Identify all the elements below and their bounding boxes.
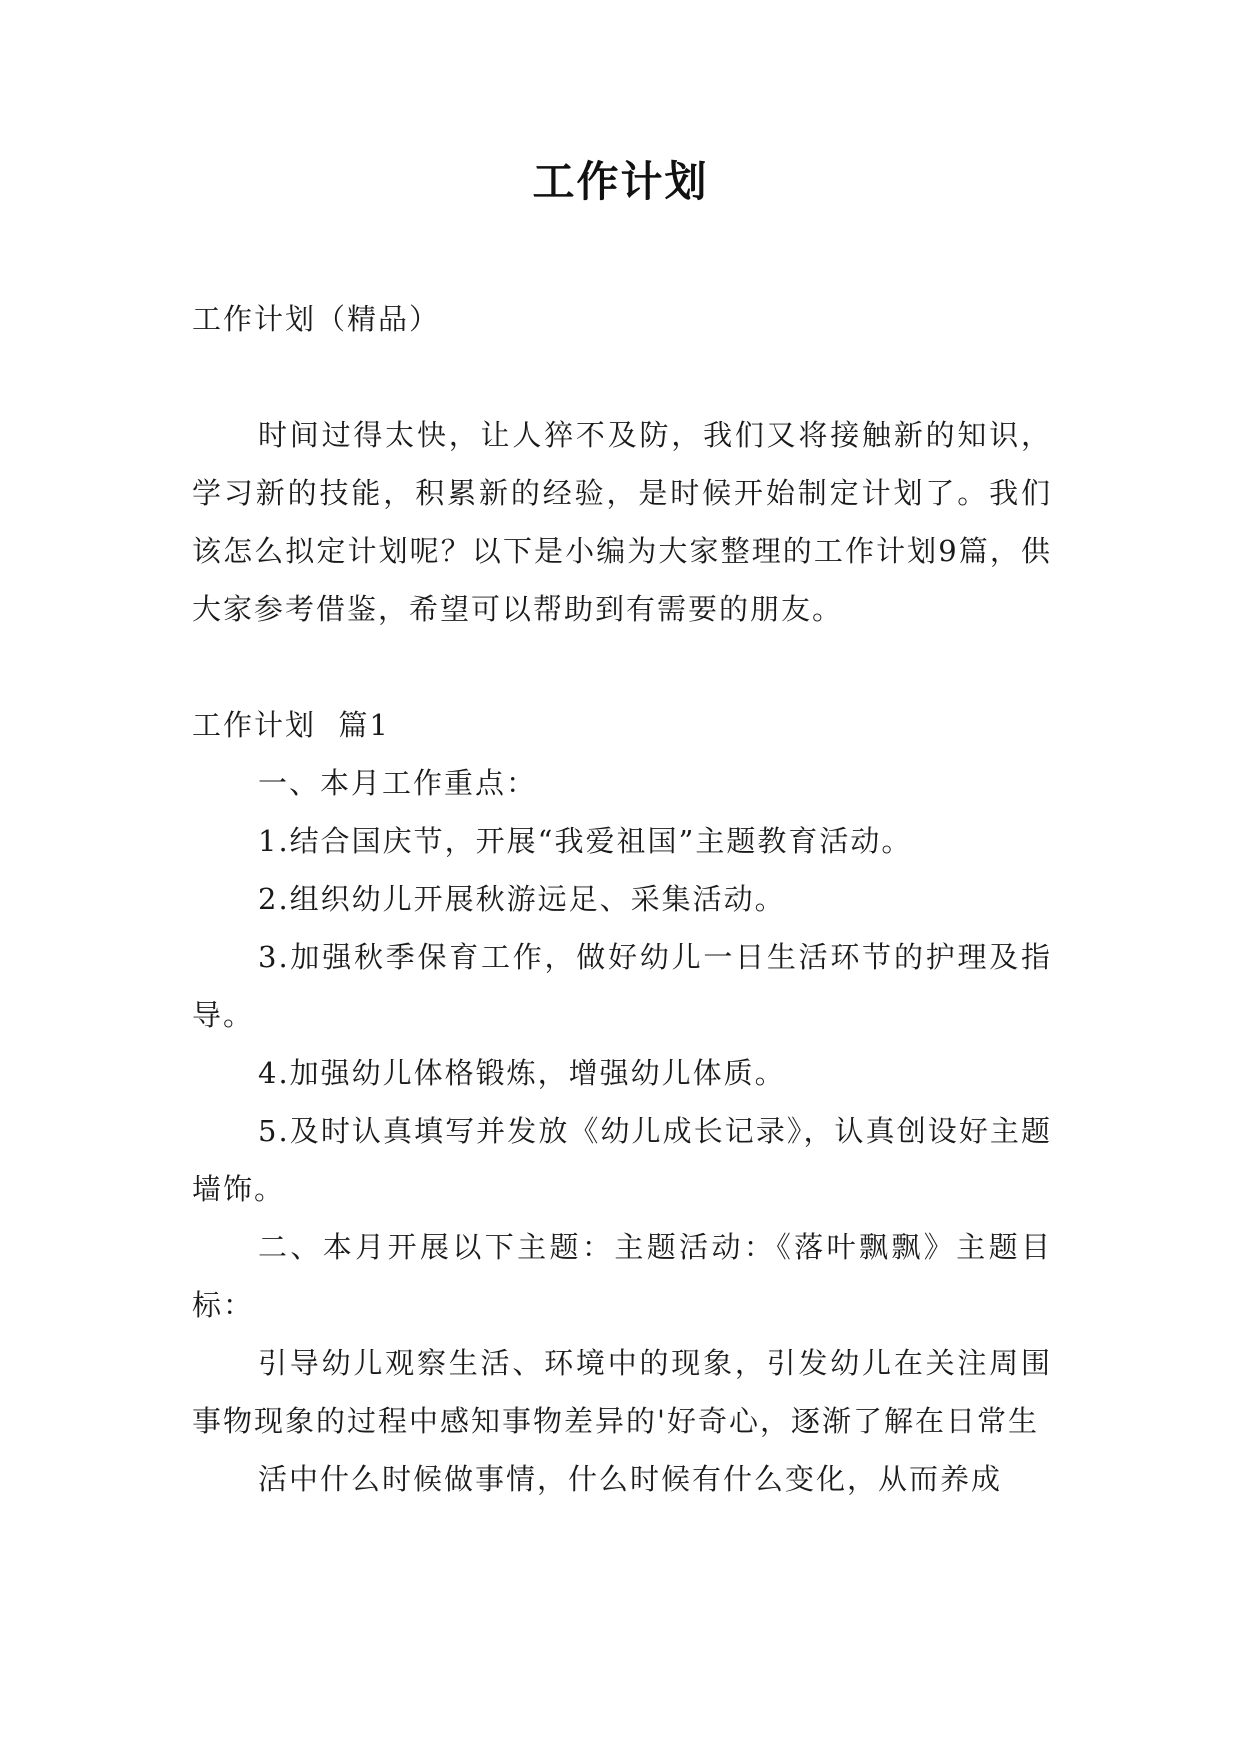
document-subtitle: 工作计划（精品） [192,302,441,336]
paragraph-themes: 二、本月开展以下主题：主题活动：《落叶飘飘》主题目标： [192,1230,1052,1322]
paragraph-goal-1: 引导幼儿观察生活、环境中的现象，引发幼儿在关注周围事物现象的过程中感知事物差异的'好奇心，逐渐了解在日常生 [192,1346,1052,1438]
paragraph-item-4: 4.加强幼儿体格锻炼，增强幼儿体质。 [258,1056,786,1090]
paragraph-item-3: 3.加强秋季保育工作，做好幼儿一日生活环节的护理及指导。 [192,940,1052,1032]
document-title: 工作计划 [532,157,709,206]
intro-paragraph: 时间过得太快，让人猝不及防，我们又将接触新的知识，学习新的技能，积累新的经验，是时候开始制定计划了。我们该怎么拟定计划呢？以下是小编为大家整理的工作计划9篇，供大家参考借鉴，希望可以帮助到有需要的朋友。 [192,418,1052,626]
paragraph-item-2: 2.组织幼儿开展秋游远足、采集活动。 [258,882,786,916]
paragraph-key-points: 一、本月工作重点： [258,766,538,800]
paragraph-goal-2: 活中什么时候做事情，什么时候有什么变化，从而养成 [258,1462,1003,1496]
paragraph-item-5: 5.及时认真填写并发放《幼儿成长记录》，认真创设好主题墙饰。 [192,1114,1052,1206]
paragraph-item-1: 1.结合国庆节，开展“我爱祖国”主题教育活动。 [258,824,913,858]
document-body [192,290,1052,1508]
section-heading: 工作计划 篇1 [192,708,390,742]
